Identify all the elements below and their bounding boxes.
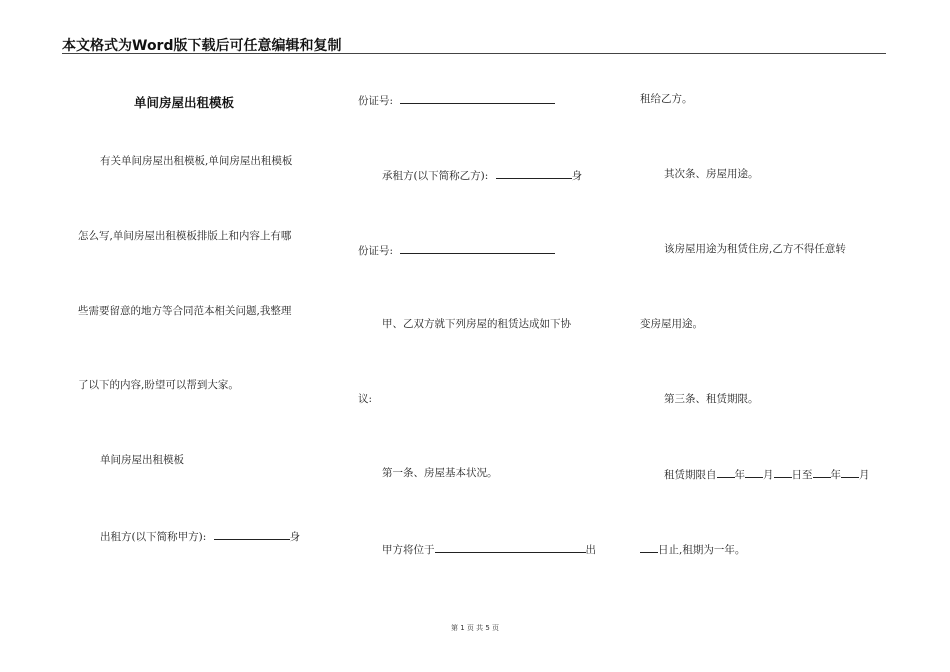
end-day-blank [640,541,658,553]
property-location-blank [435,541,586,553]
header-divider [62,53,886,54]
right-line-3: 该房屋用途为租赁住房,乙方不得任意转 [664,243,846,255]
middle-line-3 [358,242,555,258]
lessee-line [382,167,582,183]
property-location-trail: 出 [585,544,596,556]
start-month-unit: 月 [763,469,774,481]
lessor-name-blank [214,528,290,540]
lessee-trail: 身 [571,170,583,182]
right-line-4: 变房屋用途。 [640,318,703,330]
middle-line-6: 第一条、房屋基本状况。 [382,467,498,479]
left-line-3: 些需要留意的地方等合同范本相关问题,我整理 [78,305,292,317]
lease-end-line [640,541,745,557]
lessor-trail: 身 [289,531,301,543]
id-label-2: 份证号: [358,245,394,257]
left-line-4: 了以下的内容,盼望可以帮到大家。 [78,379,239,391]
start-year-blank [717,466,735,478]
end-year-unit: 年 [830,469,841,481]
start-year-unit: 年 [734,469,745,481]
right-line-2: 其次条、房屋用途。 [664,168,759,180]
start-day-blank [774,466,792,478]
lease-end-text: 日止,租期为一年。 [658,544,746,556]
lessor-label: 出租方(以下简称甲方): [100,531,207,543]
property-location-line [382,541,596,557]
lessor-line [100,528,300,544]
id-number-blank-2 [400,242,555,254]
property-location-label: 甲方将位于 [382,544,435,556]
id-label-1: 份证号: [358,95,394,107]
lessee-label: 承租方(以下简称乙方): [382,170,489,182]
middle-line-5: 议: [358,393,373,405]
lease-term-label: 租赁期限自 [664,469,717,481]
middle-line-4: 甲、乙双方就下列房屋的租赁达成如下协 [382,318,571,330]
page-footer: 第 1 页 共 5 页 [450,624,500,632]
document-header: 本文格式为Word版下载后可任意编辑和复制 [62,38,342,54]
document-title: 单间房屋出租模板 [134,95,235,110]
lessee-name-blank [496,167,572,179]
left-line-5: 单间房屋出租模板 [100,454,184,466]
right-line-5: 第三条、租赁期限。 [664,393,759,405]
lease-term-line [664,466,870,482]
start-month-blank [745,466,763,478]
start-day-unit: 日至 [791,469,813,481]
left-line-2: 怎么写,单间房屋出租模板排版上和内容上有哪 [78,230,292,242]
id-number-blank-1 [400,92,555,104]
end-year-blank [813,466,831,478]
middle-line-1 [358,92,555,108]
left-line-1: 有关单间房屋出租模板,单间房屋出租模板 [100,155,293,167]
end-month-blank [841,466,859,478]
right-line-1: 租给乙方。 [640,93,693,105]
end-month-unit: 月 [859,469,870,481]
